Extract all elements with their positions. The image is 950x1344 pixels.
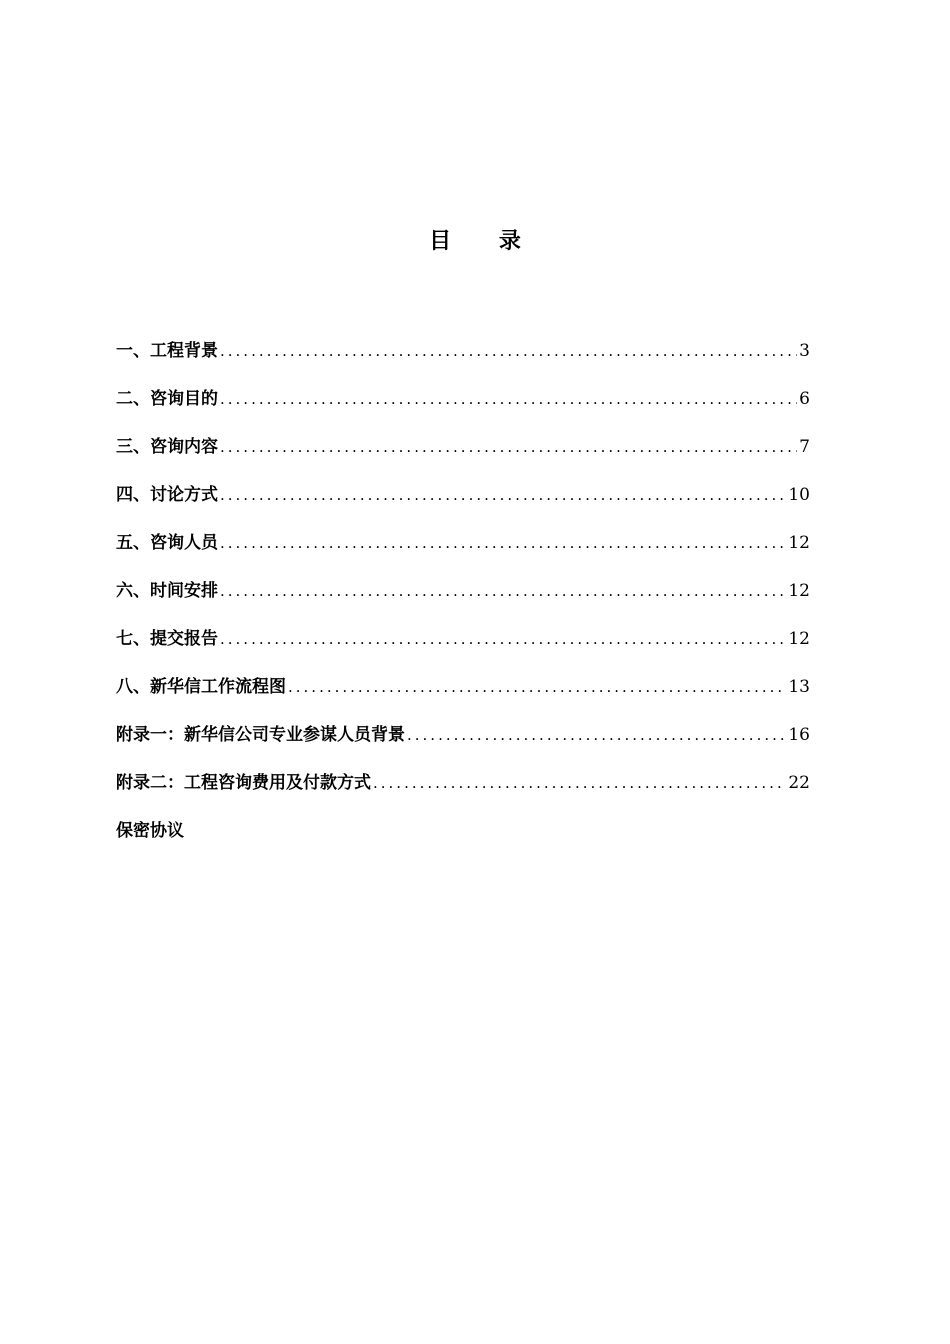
toc-entry-label: 四、讨论方式 bbox=[116, 485, 218, 505]
toc-dot-leader bbox=[220, 574, 786, 608]
toc-entry-label: 二、咨询目的 bbox=[116, 389, 218, 409]
toc-entry-page: 13 bbox=[788, 677, 810, 697]
toc-entry-page: 7 bbox=[799, 437, 810, 457]
toc-entry-label: 五、咨询人员 bbox=[116, 533, 218, 553]
toc-entry-page: 12 bbox=[788, 629, 810, 649]
toc-entry[interactable] bbox=[116, 430, 810, 478]
toc-entry-label: 保密协议 bbox=[116, 821, 184, 841]
toc-dot-leader bbox=[220, 478, 786, 512]
toc-entry-label: 三、咨询内容 bbox=[116, 437, 218, 457]
toc-entry[interactable] bbox=[116, 574, 810, 622]
toc-entry-page: 10 bbox=[788, 485, 810, 505]
toc-dot-leader bbox=[220, 430, 797, 464]
toc-entry-page: 12 bbox=[788, 533, 810, 553]
toc-entry-label: 七、提交报告 bbox=[116, 629, 218, 649]
toc-dot-leader bbox=[373, 766, 786, 800]
toc-entry[interactable] bbox=[116, 382, 810, 430]
toc-entry[interactable] bbox=[116, 670, 810, 718]
toc-entry-label: 附录二：工程咨询费用及付款方式 bbox=[116, 773, 371, 793]
toc-entry[interactable] bbox=[116, 814, 810, 862]
toc-entry-page: 6 bbox=[799, 389, 810, 409]
toc-entry[interactable] bbox=[116, 766, 810, 814]
toc-entry-label: 六、时间安排 bbox=[116, 581, 218, 601]
toc-dot-leader bbox=[407, 718, 786, 752]
toc-entry-label: 八、新华信工作流程图 bbox=[116, 677, 286, 697]
toc-entry[interactable] bbox=[116, 526, 810, 574]
toc-entry-label: 附录一：新华信公司专业参谋人员背景 bbox=[116, 725, 405, 745]
toc-entry-page: 12 bbox=[788, 581, 810, 601]
toc-entry[interactable] bbox=[116, 622, 810, 670]
toc-entry-page: 16 bbox=[788, 725, 810, 745]
toc-list bbox=[116, 334, 810, 862]
toc-entry-page: 3 bbox=[799, 341, 810, 361]
toc-entry[interactable] bbox=[116, 478, 810, 526]
toc-dot-leader bbox=[220, 382, 797, 416]
toc-dot-leader bbox=[220, 622, 786, 656]
toc-title: 目 录 bbox=[429, 228, 541, 254]
toc-dot-leader bbox=[220, 526, 786, 560]
toc-entry[interactable] bbox=[116, 334, 810, 382]
toc-entry-label: 一、工程背景 bbox=[116, 341, 218, 361]
toc-dot-leader bbox=[288, 670, 786, 704]
toc-entry-page: 22 bbox=[788, 773, 810, 793]
toc-entry[interactable] bbox=[116, 718, 810, 766]
toc-dot-leader bbox=[220, 334, 797, 368]
